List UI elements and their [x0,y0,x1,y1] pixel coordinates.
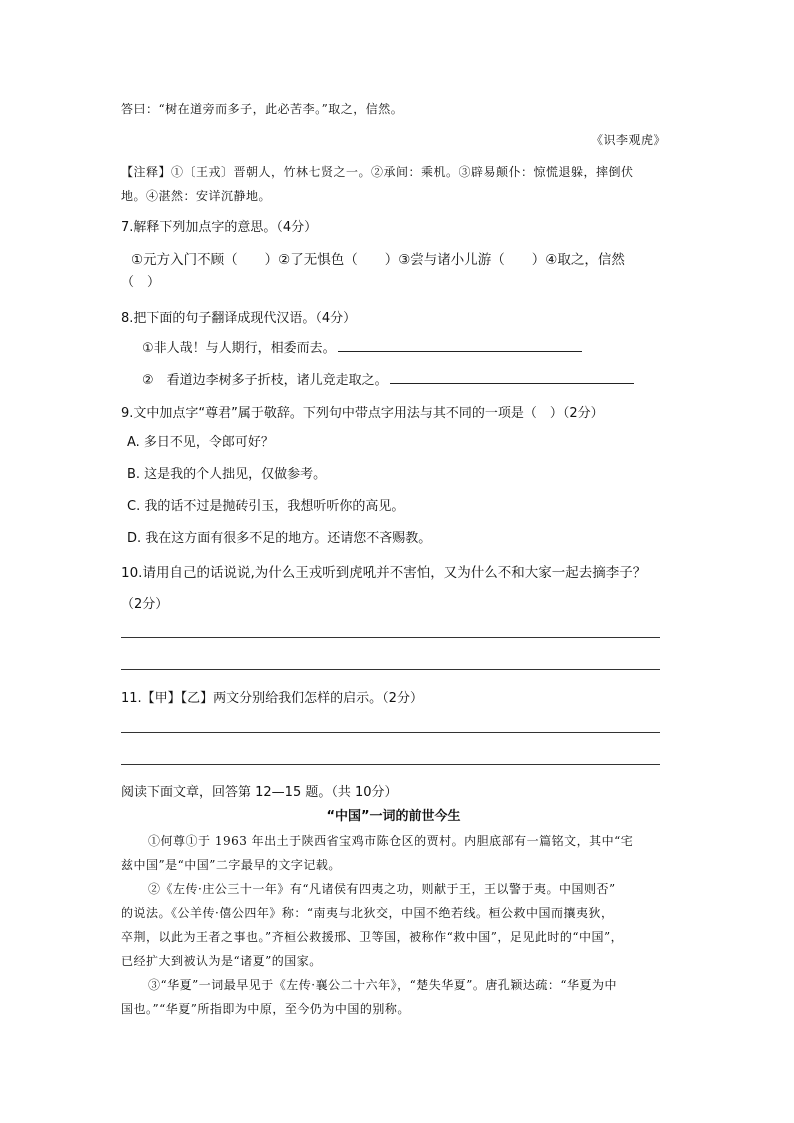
q10-score: （2分） [121,597,169,612]
notes-line-1: 【注释】①〔王戎〕晋朝人，竹林七贤之一。②承间：乘机。③辟易颠仆：惊慌退躲，摔倒伏 [121,165,634,179]
q8-answer-blank-1[interactable] [338,338,582,352]
q7-items-line-1: ①元方入门不顾（ ）②了无惧色（ ）③尝与诸小儿游（ ）④取之，信然 [131,252,625,268]
q9-option-d: D. 我在这方面有很多不足的地方。还请您不吝赐教。 [127,531,432,546]
article-title: “中国”一词的前世今生 [326,809,461,824]
q9-option-c: C. 我的话不过是抛砖引玉，我想听听你的高见。 [127,499,405,514]
paragraph-2-line-2: 的说法。《公羊传·僖公四年》称：“南夷与北狄交，中国不绝若线。桓公救中国而攘夷狄， [121,906,614,920]
paragraph-3-line-2: 国也。”“华夏”所指即为中原，至今仍为中国的别称。 [121,1002,410,1016]
q8-stem: 8.把下面的句子翻译成现代汉语。（4分） [121,311,357,326]
q8-answer-blank-2[interactable] [390,370,634,384]
q10-answer-line-1[interactable] [121,637,660,638]
q9-option-b: B. 这是我的个人拙见，仅做参考。 [127,467,327,482]
paragraph-1-line-2: 兹中国”是“中国”二字最早的文字记载。 [121,858,341,872]
q11-answer-line-1[interactable] [121,732,660,733]
q11-answer-line-2[interactable] [121,764,660,765]
q10-stem: 10.请用自己的话说说,为什么王戎听到虎吼并不害怕，又为什么不和大家一起去摘李子？ [121,565,647,581]
paragraph-1-line-1: ①何尊①于 1963 年出土于陕西省宝鸡市陈仓区的贾村。内胆底部有一篇铭文，其中“宅 [148,834,634,848]
q9-option-a: A. 多日不见，令郎可好？ [127,435,274,450]
paragraph-2-line-3: 卒荆，以此为王者之事也。”齐桓公救援邢、卫等国，被称作“救中国”，足见此时的“中国”， [121,930,624,944]
passage-source: 《识李观虎》 [590,133,666,147]
q8-item-1 [142,338,582,358]
paragraph-3-line-1: ③“华夏”一词最早见于《左传·襄公二十六年》，“楚失华夏”。唐孔颖达疏：“华夏为中 [148,978,617,992]
passage-last-line: 答曰：“树在道旁而多子，此必苦李。”取之，信然。 [121,102,404,116]
q7-items-line-2: （ ） [121,275,161,290]
paragraph-2-line-1: ②《左传·庄公三十一年》有“凡诸侯有四夷之功，则献于王，王以警于夷。中国则否” [148,882,616,896]
q7-stem: 7.解释下列加点字的意思。（4分） [121,220,318,235]
q8-item-2-text: ② 看道边李树多子折枝，诸儿竞走取之。 [142,373,388,388]
q10-answer-line-2[interactable] [121,669,660,670]
reading-intro: 阅读下面文章，回答第 12—15 题。（共 10分） [121,785,398,800]
q11-stem: 11.【甲】【乙】两文分别给我们怎样的启示。（2分） [121,691,423,706]
notes-line-2: 地。④湛然：安详沉静地。 [121,189,272,203]
q9-stem: 9.文中加点字“尊君”属于敬辞。下列句中带点字用法与其不同的一项是（ ）（2分） [121,406,604,421]
q8-item-1-text: ①非人哉！与人期行，相委而去。 [142,341,336,356]
paragraph-2-line-4: 已经扩大到被认为是“诸夏”的国家。 [121,954,322,968]
q8-item-2 [142,370,634,390]
